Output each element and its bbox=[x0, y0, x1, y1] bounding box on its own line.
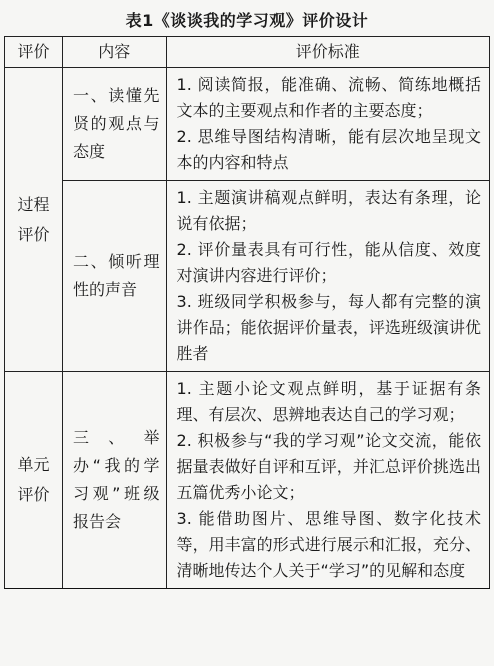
criteria-item: 1. 阅读简报，能准确、流畅、简练地概括文本的主要观点和作者的主要态度； bbox=[176, 75, 481, 120]
criteria-item: 1. 主题演讲稿观点鲜明，表达有条理，论说有依据； bbox=[176, 188, 481, 233]
header-content: 内容 bbox=[63, 37, 167, 68]
evaluation-table bbox=[4, 36, 490, 589]
content-cell: 一、读懂先贤的观点与态度 bbox=[63, 68, 167, 181]
table-row bbox=[5, 68, 490, 181]
table-header-row bbox=[5, 37, 490, 68]
criteria-item: 2. 积极参与“我的学习观”论文交流，能依据量表做好自评和互评，并汇总评价挑选出五篇优秀小论文； bbox=[176, 431, 481, 502]
content-cell: 三、举办“我的学习观”班级报告会 bbox=[63, 372, 167, 589]
stage-cell-unit: 单元评价 bbox=[5, 372, 63, 589]
content-cell: 二、倾听理性的声音 bbox=[63, 181, 167, 372]
criteria-item: 2. 思维导图结构清晰，能有层次地呈现文本的内容和特点 bbox=[176, 127, 481, 172]
criteria-item: 3. 班级同学积极参与，每人都有完整的演讲作品；能依据评价量表，评选班级演讲优胜者 bbox=[176, 292, 481, 363]
header-stage: 评价 bbox=[5, 37, 63, 68]
criteria-cell bbox=[166, 68, 489, 181]
criteria-item: 1. 主题小论文观点鲜明，基于证据有条理、有层次、思辨地表达自己的学习观； bbox=[176, 379, 481, 424]
criteria-cell bbox=[166, 372, 489, 589]
stage-cell-process: 过程评价 bbox=[5, 68, 63, 372]
table-title: 表1《谈谈我的学习观》评价设计 bbox=[125, 11, 369, 30]
table-row bbox=[5, 372, 490, 589]
table-row bbox=[5, 181, 490, 372]
header-criteria: 评价标准 bbox=[166, 37, 489, 68]
criteria-item: 2. 评价量表具有可行性，能从信度、效度对演讲内容进行评价； bbox=[176, 240, 481, 285]
criteria-item: 3. 能借助图片、思维导图、数字化技术等，用丰富的形式进行展示和汇报，充分、清晰地传达个人关于“学习”的见解和态度 bbox=[176, 509, 481, 580]
criteria-cell bbox=[166, 181, 489, 372]
